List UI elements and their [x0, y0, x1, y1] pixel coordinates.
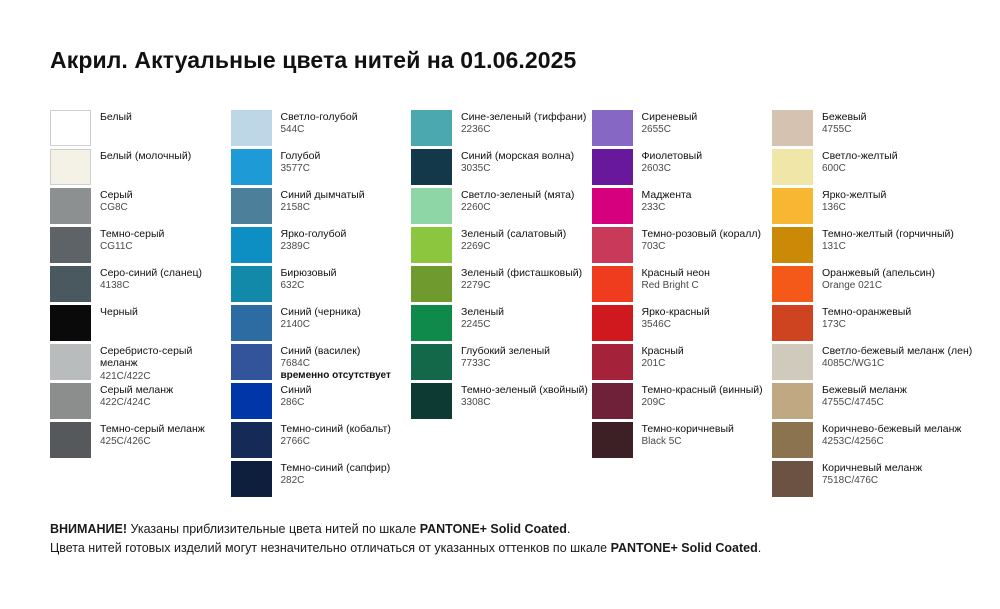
color-code: 2236C — [461, 124, 491, 136]
swatch-item — [772, 461, 960, 499]
color-name: Коричнево-бежевый меланж — [822, 423, 962, 435]
swatch-item — [50, 305, 231, 343]
color-code: 600C — [822, 163, 846, 175]
swatch-item — [50, 227, 231, 265]
swatch-labels — [100, 110, 132, 124]
color-chip — [772, 422, 813, 458]
swatch-item — [592, 305, 773, 343]
swatch-column-2 — [231, 110, 412, 500]
pantone-label-1: PANTONE+ Solid Coated — [419, 522, 567, 536]
color-name: Коричневый меланж — [822, 462, 923, 474]
footer-divider — [50, 512, 950, 513]
color-chip — [592, 227, 633, 263]
color-chip — [50, 266, 91, 302]
color-name: Светло-желтый — [822, 150, 898, 162]
color-name: Маджента — [641, 189, 692, 201]
color-name: Синий — [280, 384, 312, 396]
swatch-item — [231, 461, 412, 499]
swatch-labels — [642, 149, 703, 175]
footer-line-1-suffix: . — [566, 522, 571, 536]
footer-line-2 — [50, 539, 950, 558]
swatch-item — [772, 149, 960, 187]
footer-line-1-mid: Указаны приблизительные цвета нитей по шкале — [127, 522, 420, 536]
swatch-item — [50, 383, 231, 421]
swatch-labels — [642, 227, 762, 253]
color-name: Светло-зеленый (мята) — [461, 189, 575, 201]
swatch-labels — [100, 266, 202, 292]
color-code: 3035C — [461, 163, 491, 175]
swatch-item — [50, 266, 231, 304]
color-chip — [50, 344, 91, 380]
color-chip — [50, 227, 91, 263]
color-chip — [50, 188, 91, 224]
swatch-labels — [642, 422, 734, 448]
color-chip — [231, 305, 272, 341]
color-code: 2158C — [280, 202, 310, 214]
footer-note — [50, 520, 950, 559]
color-name: Зеленый — [461, 306, 505, 318]
color-code: 286C — [280, 397, 305, 409]
color-chip — [592, 422, 633, 458]
color-code: Black 5C — [641, 436, 682, 448]
swatch-labels — [822, 422, 961, 448]
color-code: CG11C — [100, 241, 133, 253]
color-code: 2655C — [641, 124, 671, 136]
swatch-labels — [642, 110, 698, 136]
swatch-item — [231, 422, 412, 460]
swatch-item — [411, 266, 592, 304]
color-code: 2603C — [641, 163, 671, 175]
color-name: Темно-розовый (коралл) — [641, 228, 761, 240]
swatch-labels — [281, 149, 321, 175]
color-code: 2269C — [461, 241, 491, 253]
color-name: Ярко-голубой — [280, 228, 347, 240]
swatch-labels — [100, 188, 133, 214]
swatch-labels — [461, 149, 574, 175]
color-code: 4755C/4745C — [822, 397, 884, 409]
color-chip — [772, 149, 813, 185]
color-name: Зеленый (фисташковый) — [461, 267, 583, 279]
swatch-labels — [281, 188, 365, 214]
swatch-labels — [642, 266, 710, 292]
color-code: 7684C — [280, 358, 310, 370]
color-chip — [592, 344, 633, 380]
footer-line-2-suffix: . — [757, 541, 762, 556]
swatch-item — [231, 383, 412, 421]
swatch-item — [592, 422, 773, 460]
color-chip — [592, 149, 633, 185]
color-chip — [411, 344, 452, 380]
swatch-item — [772, 305, 960, 343]
swatch-labels — [822, 344, 972, 370]
swatch-item — [592, 149, 773, 187]
swatch-item — [592, 188, 773, 226]
swatch-labels — [281, 422, 391, 448]
color-code: Orange 021C — [822, 280, 883, 292]
swatch-labels — [461, 188, 574, 214]
color-code: 2140C — [280, 319, 310, 331]
swatch-labels — [281, 344, 391, 382]
swatch-item — [592, 344, 773, 382]
color-name: Красный — [641, 345, 684, 357]
swatch-item — [411, 305, 592, 343]
color-chip — [411, 266, 452, 302]
color-code: 4138C — [100, 280, 130, 292]
color-name: Ярко-желтый — [822, 189, 887, 201]
swatch-labels — [822, 188, 886, 214]
swatch-item — [231, 305, 412, 343]
swatch-labels — [642, 305, 710, 331]
pantone-label-2: PANTONE+ Solid Coated — [610, 541, 758, 556]
color-chip — [592, 383, 633, 419]
swatch-item — [411, 149, 592, 187]
color-code: 3577C — [280, 163, 310, 175]
swatch-column-4 — [592, 110, 773, 500]
color-chip — [50, 383, 91, 419]
swatch-labels — [461, 344, 550, 370]
color-name: Серебристо-серый меланж — [100, 345, 193, 370]
color-chip — [231, 149, 272, 185]
color-code: 2260C — [461, 202, 491, 214]
color-name: Серый — [100, 189, 133, 201]
color-code: CG8C — [100, 202, 128, 214]
color-chip — [411, 227, 452, 263]
color-name: Глубокий зеленый — [461, 345, 551, 357]
color-chip — [772, 110, 813, 146]
color-name: Синий (морская волна) — [461, 150, 575, 162]
attention-label: ВНИМАНИЕ! — [50, 522, 127, 536]
color-code: 2279C — [461, 280, 491, 292]
color-chip — [411, 110, 452, 146]
color-chip — [231, 110, 272, 146]
color-name: Темно-серый — [100, 228, 165, 240]
color-code: 632C — [280, 280, 305, 292]
color-code: 3546C — [641, 319, 671, 331]
color-name: Бежевый — [822, 111, 867, 123]
swatch-item — [772, 266, 960, 304]
color-name: Голубой — [280, 150, 321, 162]
swatch-item — [411, 383, 592, 421]
color-code: 173C — [822, 319, 846, 331]
color-chip — [772, 344, 813, 380]
color-chip — [231, 266, 272, 302]
color-name: Белый (молочный) — [100, 150, 192, 162]
swatch-labels — [461, 305, 504, 331]
swatch-labels — [822, 461, 922, 487]
color-name: Темно-зеленый (хвойный) — [461, 384, 588, 396]
color-name: Темно-красный (винный) — [641, 384, 763, 396]
color-chip — [231, 227, 272, 263]
swatch-item — [411, 188, 592, 226]
color-name: Фиолетовый — [641, 150, 703, 162]
color-chip — [411, 188, 452, 224]
swatch-item — [231, 188, 412, 226]
color-chip — [231, 422, 272, 458]
color-code: 233C — [641, 202, 666, 214]
swatch-labels — [461, 383, 588, 409]
swatch-labels — [461, 266, 582, 292]
color-code: 703C — [641, 241, 666, 253]
swatch-labels — [281, 461, 391, 487]
color-code: 282C — [280, 475, 305, 487]
color-code: 201C — [641, 358, 666, 370]
color-code: 4253C/4256C — [822, 436, 884, 448]
color-code: 136C — [822, 202, 846, 214]
swatch-item — [50, 344, 231, 382]
swatch-column-3 — [411, 110, 592, 500]
swatch-labels — [822, 305, 911, 331]
swatch-item — [772, 227, 960, 265]
color-chip — [231, 383, 272, 419]
color-chip — [592, 188, 633, 224]
color-chip — [592, 110, 633, 146]
swatch-labels — [822, 110, 866, 136]
color-name: Ярко-красный — [641, 306, 710, 318]
color-name: Зеленый (салатовый) — [461, 228, 567, 240]
color-code: 2766C — [280, 436, 310, 448]
color-chip — [592, 266, 633, 302]
swatch-labels — [822, 227, 954, 253]
color-code: 2245C — [461, 319, 491, 331]
swatch-item — [411, 344, 592, 382]
color-name: Черный — [100, 306, 138, 318]
swatch-item — [772, 383, 960, 421]
color-code: 209C — [641, 397, 666, 409]
swatch-labels — [281, 383, 312, 409]
color-code: 425C/426C — [100, 436, 151, 448]
color-name: Светло-голубой — [280, 111, 358, 123]
color-chip — [231, 188, 272, 224]
swatch-column-1 — [50, 110, 231, 500]
swatch-item — [50, 188, 231, 226]
page-title: Акрил. Актуальные цвета нитей на 01.06.2025 — [50, 47, 577, 73]
color-name: Светло-бежевый меланж (лен) — [822, 345, 973, 357]
swatch-labels — [281, 110, 358, 136]
swatch-labels — [100, 149, 191, 163]
swatch-labels — [461, 227, 566, 253]
swatch-labels — [100, 383, 173, 409]
swatch-labels — [100, 305, 138, 319]
swatch-item — [592, 227, 773, 265]
swatch-labels — [100, 422, 205, 448]
color-chip — [231, 344, 272, 380]
swatch-labels — [100, 227, 164, 253]
color-chip — [772, 188, 813, 224]
swatch-columns — [50, 110, 973, 500]
swatch-column-5 — [772, 110, 973, 500]
swatch-item — [231, 266, 412, 304]
color-chip — [50, 305, 91, 341]
swatch-item — [592, 266, 773, 304]
swatch-item — [231, 227, 412, 265]
swatch-item — [772, 188, 960, 226]
color-chip — [231, 461, 272, 497]
color-chip — [772, 461, 813, 497]
color-name: Темно-синий (сапфир) — [280, 462, 391, 474]
swatch-labels — [642, 344, 684, 370]
swatch-labels — [642, 188, 692, 214]
swatch-item — [411, 110, 592, 148]
color-chip — [411, 383, 452, 419]
color-name: Бежевый меланж — [822, 384, 907, 396]
color-code: 544C — [280, 124, 305, 136]
swatch-item — [411, 227, 592, 265]
color-name: Серый меланж — [100, 384, 174, 396]
color-name: Темно-оранжевый — [822, 306, 912, 318]
color-name: Темно-синий (кобальт) — [280, 423, 391, 435]
color-name: Темно-желтый (горчичный) — [822, 228, 954, 240]
color-name: Бирюзовый — [280, 267, 337, 279]
swatch-item — [592, 110, 773, 148]
swatch-item — [772, 344, 973, 382]
color-code: 7733C — [461, 358, 491, 370]
color-name: Красный неон — [641, 267, 710, 279]
swatch-labels — [822, 266, 935, 292]
swatch-item — [50, 422, 231, 460]
footer-line-2-prefix: Цвета нитей готовых изделий могут незначительно отличаться от указанных оттенков по шкале — [50, 541, 611, 556]
color-chip — [592, 305, 633, 341]
color-code: 2389C — [280, 241, 310, 253]
swatch-labels — [822, 383, 907, 409]
swatch-item — [50, 149, 231, 187]
color-chip — [411, 149, 452, 185]
swatch-labels — [822, 149, 898, 175]
color-code: 131C — [822, 241, 846, 253]
color-name: Темно-коричневый — [641, 423, 734, 435]
color-code: 4755C — [822, 124, 852, 136]
color-code: 3308C — [461, 397, 491, 409]
color-code: 422C/424C — [100, 397, 151, 409]
swatch-labels — [281, 227, 347, 253]
swatch-labels — [281, 266, 337, 292]
color-chip — [50, 110, 91, 146]
color-name: Сине-зеленый (тиффани) — [461, 111, 587, 123]
swatch-item — [772, 110, 960, 148]
color-name: Синий (василек) — [280, 345, 361, 357]
color-chip — [50, 149, 91, 185]
color-code: 421C/422C — [100, 370, 151, 382]
color-name: Серо-синий (сланец) — [100, 267, 203, 279]
color-chip — [411, 305, 452, 341]
swatch-labels — [642, 383, 763, 409]
color-chip — [772, 305, 813, 341]
color-code: 7518C/476C — [822, 475, 879, 487]
color-chip — [772, 383, 813, 419]
swatch-labels — [281, 305, 361, 331]
swatch-item — [231, 110, 412, 148]
color-name: Белый — [100, 111, 132, 123]
swatch-item — [231, 344, 412, 382]
color-code: Red Bright C — [641, 280, 699, 292]
color-code: 4085C/WG1C — [822, 358, 885, 370]
availability-note: временно отсутствует — [280, 370, 391, 382]
color-chip — [50, 422, 91, 458]
color-name: Темно-серый меланж — [100, 423, 205, 435]
color-name: Оранжевый (апельсин) — [822, 267, 935, 279]
swatch-labels — [461, 110, 586, 136]
color-name: Синий дымчатый — [280, 189, 365, 201]
swatch-labels — [100, 344, 230, 383]
color-chip — [772, 227, 813, 263]
swatch-item — [772, 422, 960, 460]
color-name: Сиреневый — [641, 111, 698, 123]
swatch-item — [231, 149, 412, 187]
color-name: Синий (черника) — [280, 306, 361, 318]
footer-line-1 — [50, 520, 950, 539]
swatch-item — [592, 383, 773, 421]
swatch-item — [50, 110, 231, 148]
color-chip — [772, 266, 813, 302]
